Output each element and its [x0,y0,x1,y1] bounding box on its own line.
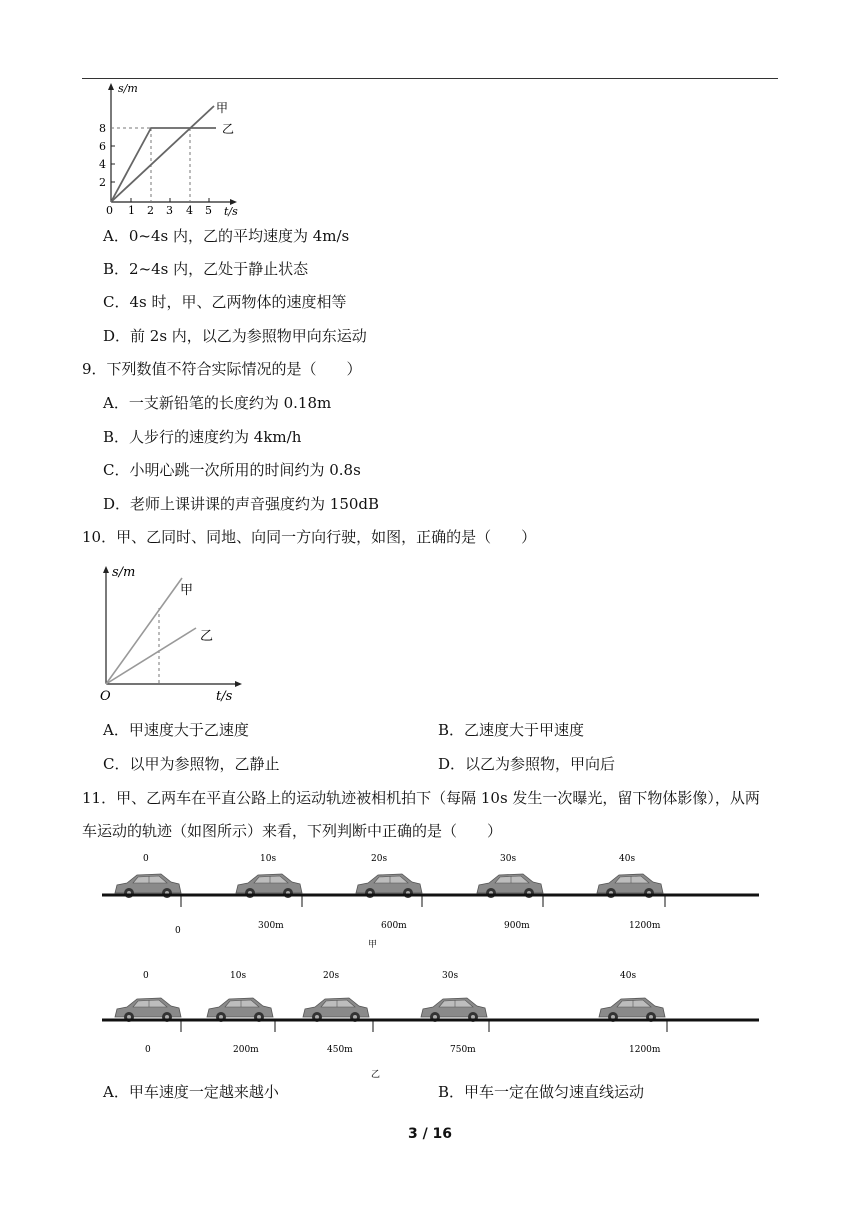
time-label: 20s [323,971,340,981]
distance-label: 600m [381,921,407,931]
y-tick-label: 2 [99,176,106,189]
time-label: 0 [143,854,149,864]
graph-s-t-1 [96,80,256,220]
car-image [421,998,487,1022]
q11-stem-line1: 11．甲、乙两车在平直公路上的运动轨迹被相机拍下（每隔 10s 发生一次曝光，留下物体影像），从两 [82,789,760,807]
q8-option-a: A．0~4s 内，乙的平均速度为 4m/s [103,227,350,245]
time-label: 40s [620,971,637,981]
distance-label: 1200m [629,921,661,931]
q10-option-d: D．以乙为参照物，甲向后 [438,755,616,773]
label-yi: 乙 [222,122,235,136]
y-axis-label: s/m [118,82,138,95]
distance-label: 900m [504,921,530,931]
distance-label: 750m [450,1045,476,1055]
time-label: 30s [500,854,517,864]
car-image [115,998,181,1022]
car-tracks-figure [95,845,770,1115]
q11-option-b: B．甲车一定在做匀速直线运动 [438,1083,645,1101]
x-tick-label: 4 [186,204,193,217]
y-axis-arrow [108,83,114,90]
time-label: 0 [143,971,149,981]
label-yi: 乙 [200,629,214,644]
q8-option-d: D．前 2s 内，以乙为参照物甲向东运动 [103,327,367,345]
time-label: 10s [230,971,247,981]
q10-stem: 10．甲、乙同时、同地、向同一方向行驶，如图，正确的是（ ） [82,528,537,546]
q10-option-c: C．以甲为参照物，乙静止 [103,755,280,773]
y-tick-label: 6 [99,140,106,153]
distance-label: 200m [233,1045,259,1055]
line-yi [106,628,196,684]
distance-label: 1200m [629,1045,661,1055]
track-label-jia: 甲 [368,940,378,950]
car-image [207,998,273,1022]
x-tick-label: 1 [128,204,135,217]
q8-option-c: C．4s 时，甲、乙两物体的速度相等 [103,293,347,311]
graph-s-t-2 [96,562,246,707]
y-axis-arrow [103,566,109,573]
y-tick-label: 8 [99,122,106,135]
q10-option-a: A．甲速度大于乙速度 [103,721,249,739]
time-label: 30s [442,971,459,981]
q9-option-b: B．人步行的速度约为 4km/h [103,428,302,446]
q9-option-d: D．老师上课讲课的声音强度约为 150dB [103,495,380,513]
q10-option-b: B．乙速度大于甲速度 [438,721,585,739]
origin-label: 0 [106,204,113,217]
x-axis-arrow [235,681,242,687]
q9-option-a: A．一支新铅笔的长度约为 0.18m [103,394,332,412]
x-tick-label: 3 [166,204,173,217]
label-jia: 甲 [180,583,194,598]
q8-option-b: B．2~4s 内，乙处于静止状态 [103,260,309,278]
x-tick-label: 2 [147,204,154,217]
page-number: 3 / 16 [407,1126,453,1142]
distance-label: 450m [327,1045,353,1055]
y-tick-label: 4 [99,158,106,171]
x-axis-label: t/s [224,205,238,218]
track-label-yi: 乙 [371,1070,381,1080]
q9-stem: 9．下列数值不符合实际情况的是（ ） [82,360,362,378]
distance-label: 0 [145,1045,151,1055]
car-image [303,998,369,1022]
label-jia: 甲 [216,101,229,115]
distance-label: 300m [258,921,284,931]
time-label: 20s [371,854,388,864]
q9-option-c: C．小明心跳一次所用的时间约为 0.8s [103,461,361,479]
header-rule [82,78,778,79]
time-label: 10s [260,854,277,864]
distance-label: 0 [175,926,181,936]
car-image [599,998,665,1022]
line-jia [111,106,214,202]
x-tick-label: 5 [205,204,212,217]
y-axis-label: s/m [112,565,136,580]
q11-stem-line2: 车运动的轨迹（如图所示）来看，下列判断中正确的是（ ） [82,822,503,840]
time-label: 40s [619,854,636,864]
origin-label: O [100,689,111,704]
line-jia [106,578,182,684]
q11-option-a: A．甲车速度一定越来越小 [103,1083,279,1101]
x-axis-label: t/s [216,689,233,704]
line-yi [111,128,216,202]
